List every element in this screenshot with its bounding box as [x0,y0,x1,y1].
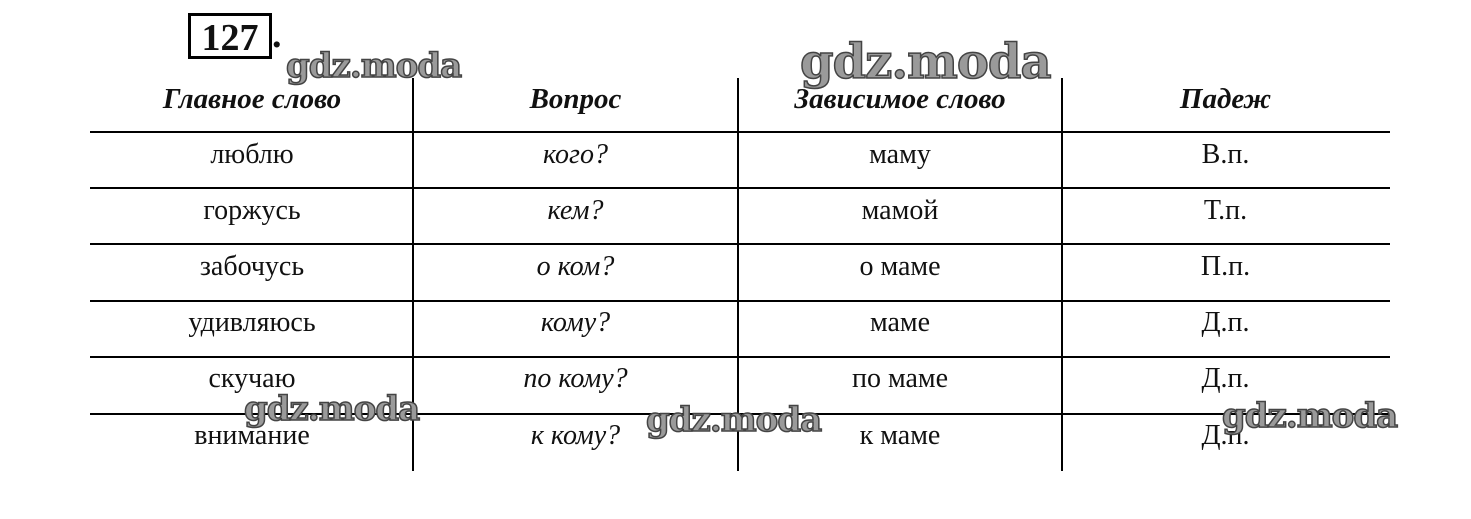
table-cell-main-word: люблю [210,139,294,170]
table-cell-question: о ком? [536,251,615,282]
exercise-number [188,13,282,57]
row-divider [90,187,1390,189]
header-case: Падеж [1179,83,1272,115]
table-cell-case: Д.п. [1201,363,1250,394]
table-cell-case: Т.п. [1203,195,1248,226]
watermark: gdz.moda [286,46,462,86]
table-cell-question: кому? [540,307,611,338]
table-cell-main-word: скучаю [208,363,296,394]
table-cell-dependent-word: о маме [859,251,941,282]
table-cell-question: кем? [547,195,604,226]
table-cell-question: к кому? [530,420,621,451]
header-question: Вопрос [529,83,622,115]
table-cell-dependent-word: по маме [851,363,949,394]
row-divider [90,243,1390,245]
table-cell-dependent-word: маме [869,307,931,338]
header-divider [90,131,1390,133]
table-cell-dependent-word: маму [869,139,931,170]
row-divider [90,300,1390,302]
table-cell-question: кого? [543,139,608,170]
table-cell-case: Д.п. [1201,307,1250,338]
table-cell-case: В.п. [1201,139,1250,170]
watermark: gdz.moda [800,34,1051,90]
table-cell-dependent-word: к маме [859,420,941,451]
table-cell-case: Д.п. [1201,420,1250,451]
table-cell-case: П.п. [1200,251,1251,282]
table-cell-main-word: внимание [194,420,310,451]
row-divider [90,356,1390,358]
table-cell-main-word: забочусь [199,251,305,282]
header-dependent-word: Зависимое слово [794,83,1006,115]
watermark: gdz.moda [646,400,822,440]
exercise-number-dot: . [272,14,282,56]
table-cell-question: по кому? [523,363,628,394]
table-cell-main-word: удивляюсь [188,307,316,338]
exercise-number-box: 127 [188,13,272,59]
watermark: gdz.moda [244,389,420,429]
table-cell-main-word: горжусь [203,195,301,226]
watermark: gdz.moda [1222,396,1398,436]
table-cell-dependent-word: мамой [861,195,939,226]
header-main-word: Главное слово [162,83,342,115]
